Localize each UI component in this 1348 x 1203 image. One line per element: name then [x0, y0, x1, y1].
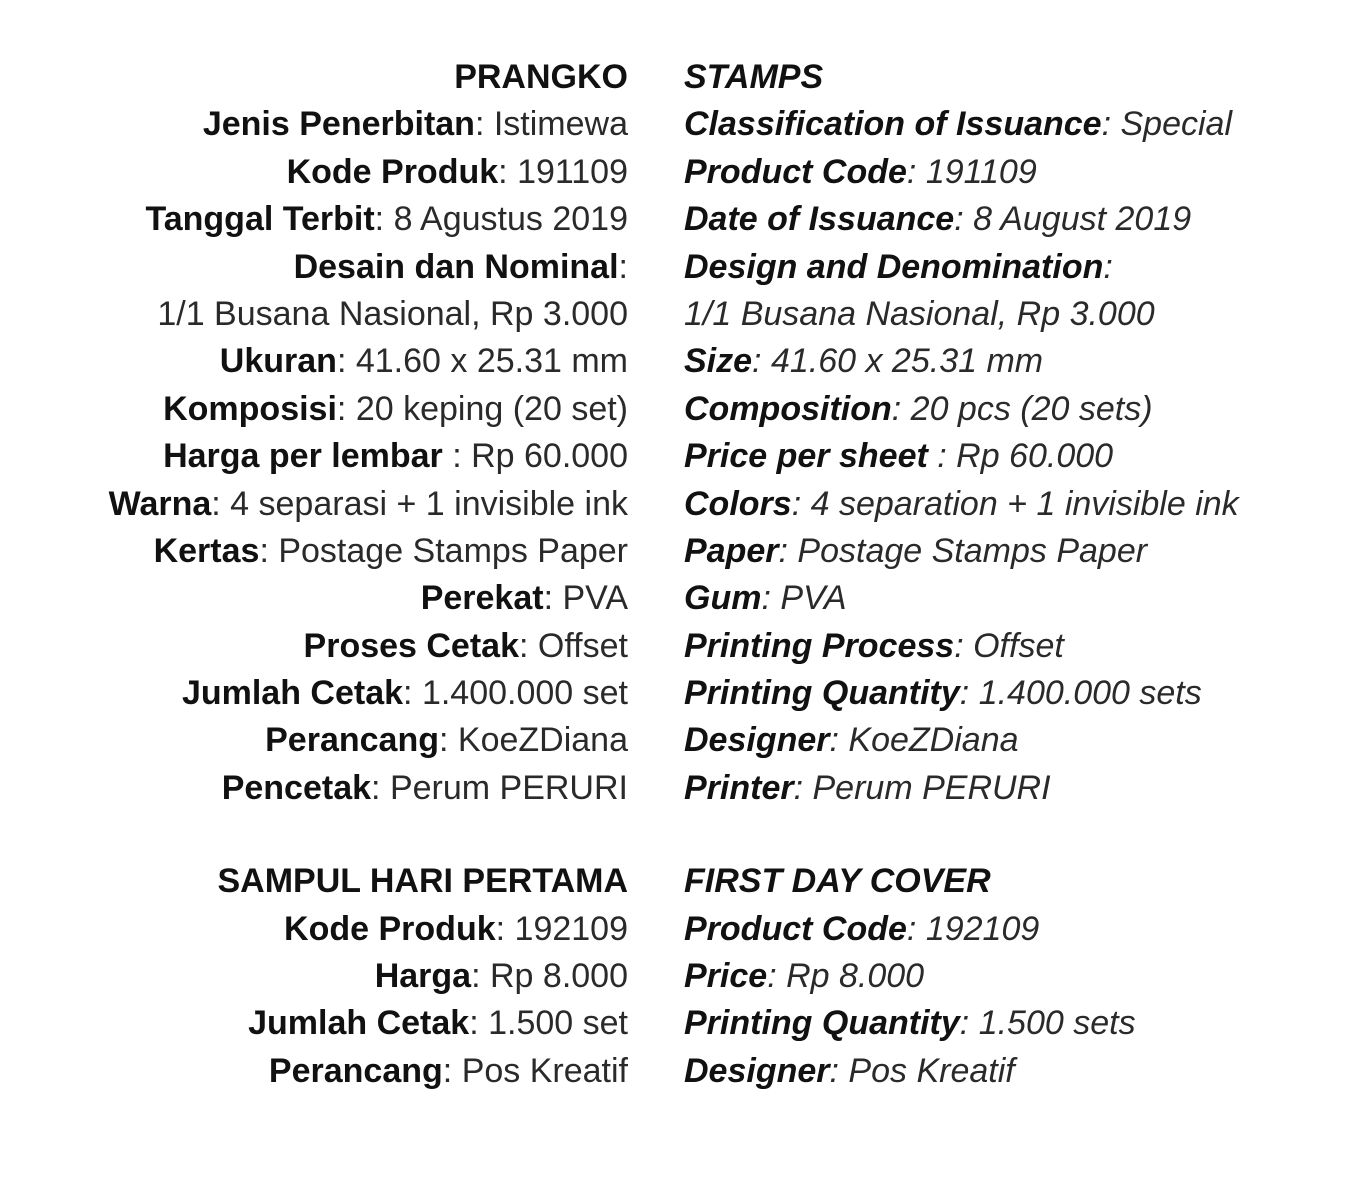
spec-value: Pos Kreatif — [461, 1051, 628, 1090]
spec-separator: : — [543, 579, 563, 618]
spec-value: 4 separasi + 1 invisible ink — [230, 484, 628, 523]
spec-label: Printing Quantity — [684, 674, 960, 713]
spec-row-id — [109, 717, 628, 764]
spec-row-id — [109, 149, 628, 196]
spec-row-id — [109, 670, 628, 717]
spec-label: Kode Produk — [284, 909, 496, 948]
section-gap — [684, 812, 1239, 858]
spec-label: Design and Denomination — [684, 247, 1104, 286]
spec-row-id — [109, 244, 628, 291]
spec-row-en — [684, 244, 1239, 291]
fdc-row-en — [684, 1000, 1239, 1047]
spec-label: Jenis Penerbitan — [202, 105, 475, 144]
spec-value: Rp 60.000 — [471, 437, 628, 476]
spec-row-id — [109, 291, 628, 338]
spec-separator: : — [767, 957, 787, 996]
spec-label: Harga — [374, 957, 472, 996]
spec-separator: : — [474, 105, 494, 144]
spec-separator: : — [336, 389, 356, 428]
spec-separator: : — [954, 200, 974, 239]
spec-row-en — [684, 765, 1239, 812]
spec-value: KoeZDiana — [457, 721, 628, 760]
spec-value: Postage Stamps Paper — [797, 531, 1148, 570]
spec-value: Rp 8.000 — [490, 957, 628, 996]
spec-row-en — [684, 291, 1239, 338]
spec-label: Product Code — [684, 152, 907, 191]
spec-value: 1.500 sets — [978, 1004, 1136, 1043]
spec-separator: : — [471, 957, 490, 996]
spec-row-id — [109, 765, 628, 812]
spec-separator: : — [906, 909, 926, 948]
spec-separator: : — [906, 152, 926, 191]
spec-separator: : — [403, 674, 422, 713]
spec-value: 8 Agustus 2019 — [393, 200, 628, 239]
spec-separator: : — [211, 484, 231, 523]
spec-separator: : — [498, 152, 518, 191]
spec-value: Rp 60.000 — [956, 437, 1114, 476]
spec-value: 1/1 Busana Nasional, Rp 3.000 — [157, 294, 628, 333]
spec-label: Designer — [684, 721, 830, 760]
spec-separator: : — [791, 484, 811, 523]
spec-label: Printing Quantity — [684, 1004, 960, 1043]
spec-separator: : — [1101, 105, 1121, 144]
spec-label: Classification of Issuance — [684, 105, 1102, 144]
spec-value: Istimewa — [493, 105, 628, 144]
spec-separator: : — [438, 721, 458, 760]
spec-label: Perancang — [265, 721, 439, 760]
spec-row-en — [684, 386, 1239, 433]
spec-row-id — [109, 575, 628, 622]
spec-separator: : — [959, 674, 979, 713]
spec-row-en — [684, 101, 1239, 148]
section-gap — [109, 812, 628, 858]
spec-separator: : — [829, 721, 849, 760]
spec-label: Designer — [684, 1051, 830, 1090]
english-column — [684, 54, 1239, 1095]
spec-value: Rp 8.000 — [786, 957, 925, 996]
spec-row-en — [684, 623, 1239, 670]
spec-value: Postage Stamps Paper — [278, 531, 628, 570]
spec-separator: : — [891, 389, 911, 428]
spec-separator: : — [442, 437, 472, 476]
spec-label: Kertas — [153, 531, 260, 570]
spec-value: 1.500 set — [488, 1004, 628, 1043]
spec-label: Pencetak — [221, 768, 372, 807]
spec-row-en — [684, 433, 1239, 480]
spec-value: PVA — [780, 579, 847, 618]
spec-label: Composition — [684, 389, 892, 428]
spec-label: Paper — [684, 531, 779, 570]
indonesian-column — [109, 54, 628, 1095]
spec-separator: : — [829, 1051, 849, 1090]
spec-value: 1/1 Busana Nasional, Rp 3.000 — [684, 294, 1155, 333]
spec-value: 8 August 2019 — [973, 200, 1192, 239]
spec-separator: : — [954, 626, 974, 665]
spec-value: KoeZDiana — [848, 721, 1019, 760]
spec-label: Perancang — [268, 1051, 443, 1090]
spec-row-en — [684, 670, 1239, 717]
spec-label: Jumlah Cetak — [248, 1004, 470, 1043]
spec-row-id — [109, 433, 628, 480]
spec-label: Size — [684, 342, 753, 381]
spec-value: Offset — [973, 626, 1064, 665]
spec-separator: : — [778, 531, 798, 570]
fdc-row-en — [684, 953, 1239, 1000]
spec-label: Printing Process — [684, 626, 955, 665]
spec-separator: : — [793, 768, 813, 807]
spec-separator: : — [259, 531, 279, 570]
spec-label: Price — [684, 957, 768, 996]
spec-value: 192109 — [925, 909, 1040, 948]
spec-label: Warna — [108, 484, 212, 523]
spec-value: PVA — [562, 579, 628, 618]
spec-separator: : — [752, 342, 771, 381]
spec-separator: : — [336, 342, 356, 381]
spec-separator: : — [442, 1051, 462, 1090]
spec-label: Date of Issuance — [684, 200, 955, 239]
fdc-row-en — [684, 1048, 1239, 1095]
fdc-row-id — [109, 1000, 628, 1047]
spec-value: 4 separation + 1 invisible ink — [810, 484, 1239, 523]
spec-label: Gum — [684, 579, 762, 618]
spec-value: Pos Kreatif — [848, 1051, 1015, 1090]
spec-separator: : — [618, 247, 628, 286]
spec-value: 41.60 x 25.31 mm — [355, 342, 628, 381]
spec-separator: : — [469, 1004, 489, 1043]
spec-separator: : — [519, 626, 538, 665]
fdc-row-en — [684, 906, 1239, 953]
spec-separator: : — [1103, 247, 1113, 286]
spec-row-id — [109, 386, 628, 433]
spec-label: Price per sheet — [684, 437, 928, 476]
spec-row-en — [684, 338, 1239, 385]
stamps-heading-en: STAMPS — [684, 58, 824, 96]
spec-row-en — [684, 481, 1239, 528]
spec-label: Kode Produk — [286, 152, 499, 191]
spec-value: Offset — [537, 626, 628, 665]
spec-row-id — [109, 623, 628, 670]
spec-label: Printer — [684, 768, 794, 807]
spec-value: 192109 — [514, 909, 628, 948]
spec-value: 41.60 x 25.31 mm — [770, 342, 1044, 381]
fdc-row-id — [109, 1048, 628, 1095]
spec-value: 1.400.000 set — [421, 674, 628, 713]
spec-value: Perum PERURI — [812, 768, 1051, 807]
spec-label: Harga per lembar — [163, 437, 443, 476]
spec-value: 20 keping (20 set) — [355, 389, 628, 428]
spec-row-en — [684, 528, 1239, 575]
spec-row-en — [684, 149, 1239, 196]
spec-row-id — [109, 481, 628, 528]
spec-row-en — [684, 196, 1239, 243]
spec-label: Komposisi — [163, 389, 337, 428]
spec-value: Special — [1120, 105, 1233, 144]
fdc-heading-en: FIRST DAY COVER — [684, 862, 991, 901]
spec-separator: : — [374, 200, 394, 239]
spec-row-id — [109, 338, 628, 385]
spec-value: 191109 — [925, 152, 1037, 191]
spec-label: Proses Cetak — [303, 626, 519, 665]
fdc-heading-id: SAMPUL HARI PERTAMA — [217, 862, 628, 901]
spec-row-id — [109, 196, 628, 243]
spec-value: 1.400.000 sets — [978, 674, 1202, 713]
spec-label: Tanggal Terbit — [145, 200, 375, 239]
spec-label: Ukuran — [219, 342, 337, 381]
spec-separator: : — [959, 1004, 979, 1043]
spec-label: Desain dan Nominal — [293, 247, 619, 286]
spec-row-en — [684, 717, 1239, 764]
spec-separator: : — [927, 437, 957, 476]
spec-label: Product Code — [684, 909, 907, 948]
spec-row-id — [109, 528, 628, 575]
stamps-heading-id: PRANGKO — [454, 58, 628, 96]
fdc-row-id — [109, 906, 628, 953]
spec-label: Perekat — [420, 579, 544, 618]
spec-row-en — [684, 575, 1239, 622]
spec-row-id — [109, 101, 628, 148]
spec-separator: : — [495, 909, 515, 948]
spec-value: 191109 — [517, 152, 628, 191]
spec-value: Perum PERURI — [389, 768, 628, 807]
fdc-row-id — [109, 953, 628, 1000]
spec-label: Colors — [684, 484, 792, 523]
spec-label: Jumlah Cetak — [181, 674, 404, 713]
spec-separator: : — [371, 768, 390, 807]
spec-separator: : — [761, 579, 781, 618]
spec-value: 20 pcs (20 sets) — [910, 389, 1153, 428]
